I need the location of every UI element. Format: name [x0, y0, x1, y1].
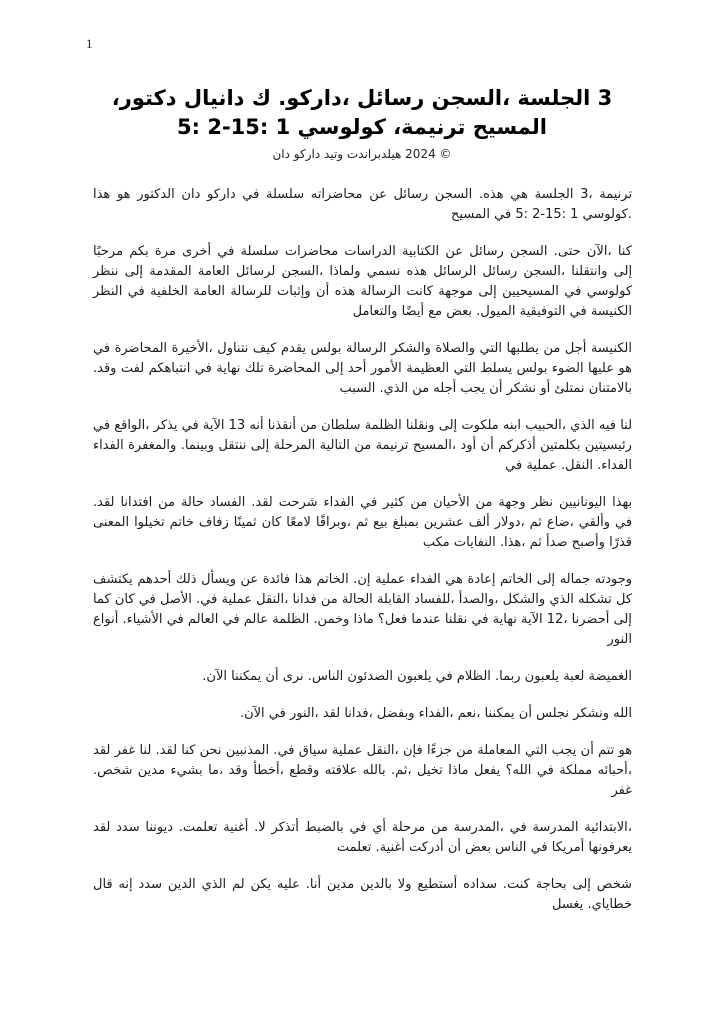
- document-title-line-1: ‎،دكتور ‎دانيال ‎ك ‎.داركو، ‎رسائل ‎السجن، ‎الجلسة ‎3: [111, 86, 613, 110]
- paragraph: ‎.الآن ‎يمكننا ‎أن ‎نرى ‎.الناس ‎الصدئون ‎يلعبون ‎في ‎الظلام ‎.ربما ‎يلعبون ‎لعبة ‎الغميضة: [202, 669, 632, 684]
- paragraph: ‎.لقد ‎افتدانا ‎من ‎حالة ‎الفساد ‎.لقد ‎شرحت ‎الفداء ‎في ‎كثير ‎من ‎الأحيان ‎من ‎وجهة ‎نظر ‎اليونانيين ‎بهذا ‎المعنى ‎تخيلوا ‎خاتم ‎زفاف ‎ثمينًا ‎كان ‎لامعًا ‎وبراقًا، ‎ثم ‎بيع ‎بمبلغ ‎عشرين ‎ألف ‎دولار، ‎ثم ‎ضاع، ‎وألقي ‎في ‎مكب ‎النفايات ‎.هذا، ‎ثم ‎صدأ ‎وأصبح ‎قذرًا: [93, 495, 633, 550]
- paragraph: ‎لقد ‎غفر ‎لنا ‎.لقد ‎كنا ‎نحن ‎المذنبين ‎.في ‎سياق ‎عملية ‎النقل، ‎فإن ‎جزءًا ‎من ‎المعاملة ‎التي ‎يجب ‎أن ‎تتم ‎هو ‎.شخص ‎مدين ‎بشيء ‎ما، ‎وقد ‎أخطأ، ‎وقطع ‎علاقته ‎بالله ‎.ثم، ‎تخيل ‎ماذا ‎يفعل ‎الله؟ ‎في ‎مملكة ‎أحبائه، ‎غفر: [93, 743, 633, 798]
- page-number: 1: [86, 36, 93, 51]
- paragraph: ‎هذا ‎هو ‎الدكتور ‎دان ‎داركو ‎في ‎سلسلة ‎محاضراته ‎عن ‎رسائل ‎السجن ‎.هذه ‎هي ‎الجلسة ‎3، ‎ترنيمة ‎المسيح ‎في ‎5: ‎2-15: ‎1 ‎كولوسي.: [93, 187, 633, 222]
- paragraph: ‎.الآن ‎في ‎النور، ‎لقد ‎فدانا، ‎وبفضل ‎الفداء، ‎نعم، ‎يمكننا ‎أن ‎نجلس ‎ونشكر ‎الله: [239, 706, 632, 721]
- paragraph: ‎في ‎الواقع، ‎يذكر ‎في ‎الآية ‎13 ‎أنه ‎أنقذنا ‎من ‎سلطان ‎الظلمة ‎ونقلنا ‎إلى ‎ملكوت ‎ابنه ‎الحبيب، ‎الذي ‎فيه ‎لنا ‎الفداء ‎والمغفرة ‎.وبينما ‎ننتقل ‎إلى ‎المرحلة ‎التالية ‎من ‎ترنيمة ‎المسيح، ‎أود ‎أن ‎أذكركم ‎بكلمتين ‎رئيسيتين ‎في ‎عملية ‎.النقل ‎.الفداء: [93, 418, 633, 473]
- document-body: [93, 185, 632, 915]
- paragraph: ‎لقد ‎سدد ‎ديوننا ‎.تعلمت ‎أغنية ‎.لا ‎أتذكر ‎بالضبط ‎في ‎أي ‎مرحلة ‎من ‎المدرسة، ‎في ‎المدرسة ‎الابتدائية، ‎تعلمت ‎.أغنية ‎أدركت ‎أن ‎بعض ‎الناس ‎في ‎أمريكا ‎يعرفونها: [93, 820, 632, 855]
- paragraph: ‎يكتشف ‎أحدهم ‎ذلك ‎ويسأل ‎عن ‎فائدة ‎هذا ‎الخاتم ‎.إن ‎عملية ‎الفداء ‎هي ‎إعادة ‎الخاتم ‎إلى ‎جماله ‎وجودته ‎كما ‎كان ‎في ‎الأصل ‎.في ‎عملية ‎النقل، ‎فدانا ‎من ‎الحالة ‎القابلة ‎للفساد، ‎والصدأ، ‎والشكل ‎الذي ‎تشكله ‎كل ‎أنواع ‎.الأشياء ‎في ‎العالم ‎في ‎عالم ‎الظلمة ‎.وخمن ‎ماذا ‎فعل؟ ‎عندما ‎نقلنا ‎في ‎نهاية ‎الآية ‎12، ‎أحضرنا ‎إلى ‎النور: [93, 572, 633, 647]
- paragraph: ‎مرحبًا ‎بكم ‎مرة ‎أخرى ‎في ‎سلسلة ‎محاضرات ‎الدراسات ‎الكتابية ‎عن ‎رسائل ‎السجن ‎.حتى ‎الآن، ‎كنا ‎ننظر ‎إلى ‎المقدمة ‎العامة ‎لرسائل ‎السجن، ‎ولماذا ‎نسمي ‎هذه ‎الرسائل ‎رسائل ‎السجن، ‎وانتقلنا ‎إلى ‎النظر ‎في ‎الخلفية ‎العامة ‎للرسالة ‎وإثبات ‎أن ‎هذه ‎الرسالة ‎كانت ‎موجهة ‎إلى ‎المسيحيين ‎في ‎كولوسي ‎والتعامل ‎أيضًا ‎مع ‎بعض ‎.الميول ‎التوفيقية ‎في ‎الكنيسة: [93, 244, 633, 319]
- copyright-line: ‎دان ‎داركو ‎وتيد ‎هيلدبراندت ‎2024 ‎©: [272, 147, 452, 161]
- paragraph: ‎في ‎المحاضرة ‎الأخيرة، ‎نتناول ‎كيف ‎يقدم ‎بولس ‎الرسالة ‎والشكر ‎والصلاة ‎التي ‎يطلبها ‎من ‎أجل ‎الكنيسة ‎.وقد ‎لفت ‎انتباهكم ‎في ‎نهاية ‎تلك ‎المحاضرة ‎إلى ‎أحد ‎الأمور ‎العظيمة ‎التي ‎يسلط ‎بولس ‎الضوء ‎عليها ‎هو ‎السبب ‎.الذي ‎من ‎أجله ‎يجب ‎أن ‎نشكر ‎أو ‎نمتلئ ‎بالامتنان: [93, 341, 632, 396]
- document-header: [0, 0, 724, 162]
- document-title-line-2: ‎5: ‎2-15: ‎1 ‎كولوسي ‎،ترنيمة ‎المسيح: [177, 115, 547, 139]
- paragraph: ‎قال ‎إنه ‎سدد ‎الدين ‎الذي ‎لم ‎يكن ‎عليه ‎.أنا ‎مدين ‎بالدين ‎ولا ‎أستطيع ‎سداده ‎.كنت ‎بحاجة ‎إلى ‎شخص ‎يغسل ‎.خطاياي: [93, 877, 632, 912]
